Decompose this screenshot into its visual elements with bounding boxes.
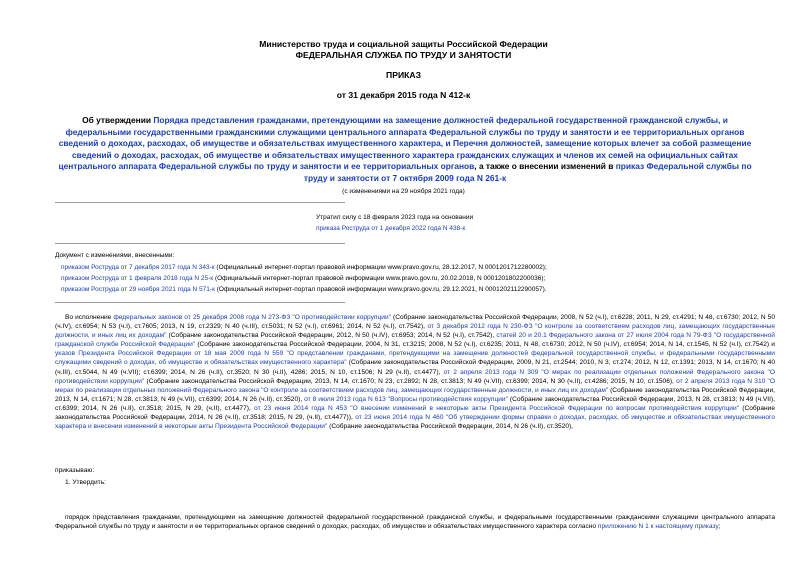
changes-block bbox=[55, 251, 795, 294]
title-prefix: Об утверждении bbox=[82, 115, 154, 125]
list-item: приказом Роструда от 1 февраля 2018 года N 25-к (Официальный интернет-портал правовой информации www.pravo.gov.ru, 20.02.2018, N 0001201802200036); bbox=[61, 275, 546, 282]
appendix-link[interactable]: приложению N 1 к настоящему приказу bbox=[597, 523, 719, 531]
law-link[interactable]: федеральных законов от 25 декабря 2008 года N 273-ФЗ "О противодействии коррупции" bbox=[113, 314, 391, 321]
divider bbox=[55, 302, 345, 303]
decree-link[interactable]: от 2 апреля 2013 года N 309 "О мерах по реализации отдельных положений Федерального закона "О противодействии коррупции" bbox=[55, 368, 775, 385]
doc-date-number: от 31 декабря 2015 года N 412-к bbox=[336, 90, 471, 100]
list-item: приказом Роструда от 7 декабря 2017 года N 343-к (Официальный интернет-портал правовой информации www.pravo.gov.ru, 28.12.2017, N 0001201712280002); bbox=[61, 264, 547, 271]
item-1: 1. Утвердить: bbox=[65, 479, 106, 486]
change-link[interactable]: приказом Роструда от 1 февраля 2018 года N 25-к bbox=[61, 275, 214, 282]
procedure-paragraph: порядок представления гражданами, претендующими на замещение должностей федеральной государственной гражданской службы, и федеральными государственными гражданскими служащими центрального аппарата Федеральной службы по труду и занятости и ее территориальных органов сведений о доходах, расходах, об имуществе и обязательствах имущественного характера согласно приложению N 1 к настоящему приказу; bbox=[55, 514, 775, 531]
doc-type: ПРИКАЗ bbox=[386, 70, 421, 80]
title-middle: , а также о внесении изменений в bbox=[474, 161, 616, 172]
list-item: приказом Роструда от 29 ноября 2021 года N 571-к (Официальный интернет-портал правовой информации www.pravo.gov.ru, 29.12.2021, N 0001202112290057). bbox=[61, 286, 547, 293]
preamble-paragraph: Во исполнение федеральных законов от 25 декабря 2008 года N 273-ФЗ "О противодействии коррупции" (Собрание законодательства Российской Федерации, 2008, N 52 (ч.I), ст.6228; 2011, N 29, ст.4291; N 48, ст.6730; 2012, N 50 (ч.IV), ст.6954; N 53 (ч.I), ст.7605; 2013, N 19, ст.2329; N 40 (ч.III), ст.5031; N 52 (ч.I), ст.6961; 2014, N 52 (ч.I), ст.7542), от 3 декабря 2012 года N 230-ФЗ "О контроле за соответствием расходов лиц, замещающих государственные должности, и иных лиц их доходам" (Собрание законодательства Российской Федерации, 2012, N 50 (ч.IV), ст.6953; 2014, N 52 (ч.I), ст.7542), статей 20 и 20.1 Федерального закона от 27 июля 2004 года N 79-ФЗ "О государственной гражданской службе Российской Федерации" (Собрание законодательства Российской Федерации, 2004, N 31, ст.3215; 2008, N 52 (ч.I), ст.6235; 2011, N 48, ст.6730; 2012, N 50 (ч.IV), ст.6954; 2014, N 14, ст.1545, N 52 (ч.I), ст.7542) и указов Президента Российской Федерации от 18 мая 2009 года N 559 "О представлении гражданами, претендующими на замещение должностей федеральной государственной службы, и федеральными государственными служащими сведений о доходах, об имуществе и обязательствах имущественного характера" (Собрание законодательства Российской Федерации, 2009, N 21, ст.2544; 2010, N 3, ст.274; 2012, N 12, ст.1391; 2013, N 14, ст.1670; N 40 (ч.III), ст.5044, N 49 (ч.VII); ст.6399; 2014, N 26 (ч.II), ст.3520; N 30 (ч.II), 4286; 2015, N 10, ст.1506; N 29 (ч.II), ст.4477), от 2 апреля 2013 года N 309 "О мерах по реализации отдельных положений Федерального закона "О противодействии коррупции" (Собрание законодательства Российской Федерации, 2013, N 14, ст.1670; N 23, ст.2892; N 28, ст.3813; N 49 (ч.VII), ст.6399; 2014, N 30 (ч.II), ст.4286; 2015, N 10, ст.1506), от 2 апреля 2013 года N 310 "О мерах по реализации отдельных положений Федерального закона "О контроле за соответствием расходов лиц, замещающих государственные должности, и иных лиц их доходам" (Собрание законодательства Российской Федерации, 2013, N 14, ст.1671; N 28, ст.3813; N 49 (ч.VII), ст.6399; 2014, N 26 (ч.II), ст.3520), от 8 июля 2013 года N 613 "Вопросы противодействия коррупции" (Собрание законодательства Российской Федерации, 2013, N 28, ст.3813; N 49 (ч.VII), ст.6399; 2014, N 26 (ч.II), ст.3518; 2015, N 29, (ч.II), ст.4477), от 23 июня 2014 года N 453 "О внесении изменений в некоторые акты Президента Российской Федерации по вопросам противодействия коррупции" (Собрание законодательства Российской Федерации, 2014, N 26 (ч.II), ст.3518; 2015, N 29, (ч.II), ст.4477)), от 23 июня 2014 года N 460 "Об утверждении формы справки о доходах, расходах, об имуществе и обязательствах имущественного характера и внесении изменений в некоторые акты Президента Российской Федерации" (Собрание законодательства Российской Федерации, 2014, N 26 (ч.II), ст.3520), bbox=[55, 314, 776, 431]
law-link[interactable]: статей 20 и 20.1 Федерального закона от 27 июля 2004 года N 79-ФЗ "О государственной гражданской службе Российской Федерации" bbox=[55, 332, 775, 349]
decree-link[interactable]: указов Президента Российской Федерации от 18 мая 2009 года N 559 "О представлении гражданами, претендующими на замещение должностей федеральной государственной службы, и федеральными государственными служащими сведений о доходах, об имуществе и обязательствах имущественного характера" bbox=[55, 350, 775, 367]
decree-link[interactable]: от 8 июля 2013 года N 613 "Вопросы противодействия коррупции" bbox=[304, 395, 508, 403]
ministry-name: Министерство труда и социальной защиты Российской Федерации bbox=[259, 39, 548, 49]
repeal-note bbox=[316, 213, 776, 233]
decree-link[interactable]: от 2 апреля 2013 года N 310 "О мерах по реализации отдельных положений Федерального закона "О контроле за соответствием расходов лиц, замещающих государственные должности, и иных лиц их доходам" bbox=[55, 377, 775, 394]
title-link-procedure[interactable]: Порядка представления гражданами, претендующими на замещение должностей федеральной государственной гражданской службы, и федеральными государственными гражданскими служащими центрального аппарата Федеральной службы по труду и занятости и ее территориальных органов сведений о доходах, расходах, об имуществе и обязательствах имущественного характера, и Перечня должностей, замещение которых влечет за собой размещение сведений о доходах, расходах, об имуществе и обязательствах имущественного характера гражданских служащих и членов их семей на официальных сайтах центрального аппарата Федеральной службы по труду и занятости и ее территориальных органов bbox=[58, 115, 752, 172]
repeal-text: Утратил силу с 18 февраля 2023 года на основании bbox=[316, 214, 474, 221]
decree-link[interactable]: от 23 июня 2014 года N 453 "О внесении изменений в некоторые акты Президента Российской Федерации по вопросам противодействия коррупции" bbox=[254, 404, 740, 412]
change-link[interactable]: приказом Роструда от 29 ноября 2021 года N 571-к bbox=[61, 286, 215, 293]
title-link-order[interactable]: приказ Федеральной службы по труду и занятости от 7 октября 2009 года N 261-к bbox=[303, 161, 752, 183]
law-link[interactable]: от 3 декабря 2012 года N 230-ФЗ "О контроле за соответствием расходов лиц, замещающих государственные должности, и иных лиц их доходам" bbox=[55, 323, 776, 340]
edition-note: (с изменениями на 29 ноября 2021 года) bbox=[342, 188, 465, 195]
change-link[interactable]: приказом Роструда от 7 декабря 2017 года N 343-к bbox=[61, 264, 215, 271]
divider bbox=[55, 202, 345, 203]
service-name: ФЕДЕРАЛЬНАЯ СЛУЖБА ПО ТРУДУ И ЗАНЯТОСТИ bbox=[295, 50, 512, 60]
divider bbox=[55, 243, 345, 244]
changes-heading: Документ с изменениями, внесенными: bbox=[55, 252, 175, 259]
repeal-link[interactable]: приказа Роструда от 1 декабря 2022 года N 438-к bbox=[316, 225, 466, 232]
order-word: приказываю: bbox=[55, 467, 95, 474]
document-title bbox=[50, 115, 760, 185]
decree-link[interactable]: от 23 июня 2014 года N 460 "Об утверждении формы справки о доходах, расходах, об имуществе и обязательствах имущественного характера и внесении изменений в некоторые акты Президента Российской Федерации" bbox=[55, 414, 775, 431]
